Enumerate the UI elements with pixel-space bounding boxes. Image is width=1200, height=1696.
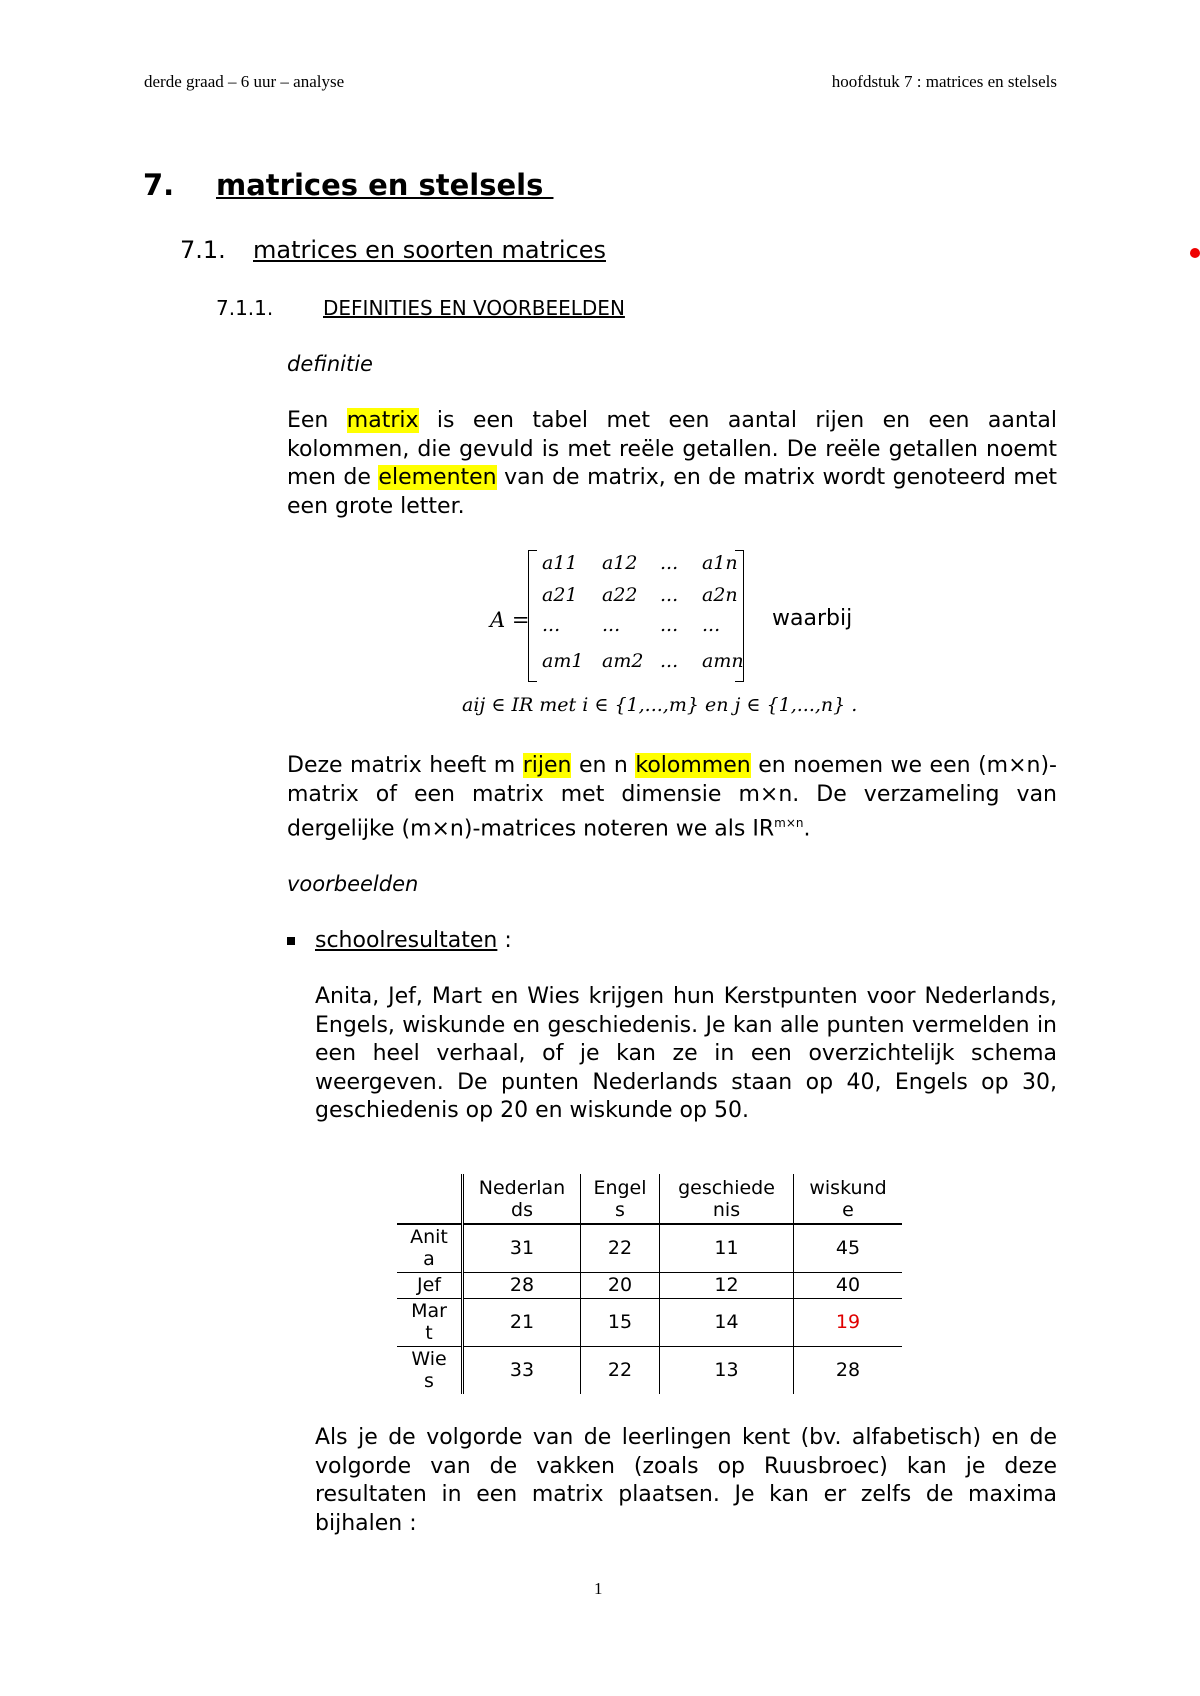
left-bracket bbox=[528, 550, 537, 682]
table-cell: 11 bbox=[660, 1224, 794, 1272]
results-table bbox=[397, 1174, 902, 1394]
example-intro: Anita, Jef, Mart en Wies krijgen hun Kerstpunten voor Nederlands, Engels, wiskunde en geschiedenis. Je kan alle punten vermelden in een heel verhaal, of je kan ze in een overzichtelijk schema weergeven. De punten Nederlands staan op 40, Engels op 30, geschiedenis op 20 en wiskunde op 50. bbox=[315, 984, 1057, 1123]
section-heading bbox=[180, 236, 606, 264]
table-cell: 13 bbox=[660, 1346, 794, 1394]
examples-heading: voorbeelden bbox=[287, 872, 419, 896]
example-outro: Als je de volgorde van de leerlingen kent (bv. alfabetisch) en de volgorde van de vakken (zoals op Ruusbroec) kan je deze resultaten in een matrix plaatsen. Je kan er zelfs de maxima bijhalen : bbox=[315, 1425, 1057, 1536]
page-number: 1 bbox=[594, 1579, 603, 1598]
table-cell: 33 bbox=[463, 1346, 581, 1394]
matrix-cell: ... bbox=[660, 650, 679, 672]
table-cell: 12 bbox=[660, 1272, 794, 1298]
chapter-number: 7. bbox=[143, 168, 175, 202]
element-condition: aij ∈ IR met i ∈ {1,...,m} en j ∈ {1,...,n} . bbox=[462, 694, 858, 716]
matrix-cell: ... bbox=[702, 614, 721, 636]
table-cell: 22 bbox=[581, 1346, 660, 1394]
table-corner bbox=[397, 1174, 463, 1224]
dimension-superscript: m×n bbox=[774, 816, 804, 830]
term-matrix: matrix bbox=[346, 408, 419, 433]
matrix-cell: a2n bbox=[702, 584, 738, 606]
row-name: Wie s bbox=[397, 1346, 463, 1394]
bullet-square-icon bbox=[287, 937, 295, 945]
table-cell-highlighted: 19 bbox=[794, 1298, 903, 1346]
matrix-cell: a12 bbox=[602, 552, 638, 574]
matrix-cell: ... bbox=[660, 614, 679, 636]
matrix-cell: a11 bbox=[542, 552, 578, 574]
subsection-number: 7.1.1. bbox=[216, 296, 274, 320]
term-kolommen: kolommen bbox=[635, 753, 751, 778]
definition-heading: definitie bbox=[287, 352, 373, 376]
table-cell: 28 bbox=[463, 1272, 581, 1298]
table-header: Nederlan ds bbox=[463, 1174, 581, 1224]
table-cell: 22 bbox=[581, 1224, 660, 1272]
term-rijen: rijen bbox=[522, 753, 572, 778]
table-row bbox=[397, 1298, 902, 1346]
row-name: Jef bbox=[397, 1272, 463, 1298]
table-header: Engel s bbox=[581, 1174, 660, 1224]
section-title: matrices en soorten matrices bbox=[253, 236, 606, 264]
table-cell: 31 bbox=[463, 1224, 581, 1272]
table-cell: 45 bbox=[794, 1224, 903, 1272]
section-number: 7.1. bbox=[180, 236, 226, 264]
definition-paragraph: Een matrix is een tabel met een aantal rijen en een aantal kolommen, die gevuld is met reële getallen. De reële getallen noemt men de elementen van de matrix, en de matrix wordt genoteerd met een grote letter. bbox=[287, 408, 1058, 519]
header-left: derde graad – 6 uur – analyse bbox=[144, 72, 345, 91]
table-cell: 14 bbox=[660, 1298, 794, 1346]
matrix-cell: ... bbox=[660, 584, 679, 606]
matrix-cell: a22 bbox=[602, 584, 638, 606]
bullet-label: schoolresultaten bbox=[315, 928, 498, 953]
matrix-label: A = bbox=[490, 608, 530, 632]
term-elementen: elementen bbox=[378, 465, 497, 490]
table-header: geschiede nis bbox=[660, 1174, 794, 1224]
chapter-title: matrices en stelsels bbox=[216, 168, 554, 202]
table-cell: 21 bbox=[463, 1298, 581, 1346]
row-name: Anit a bbox=[397, 1224, 463, 1272]
waarbij-label: waarbij bbox=[772, 606, 853, 631]
matrix-cell: am1 bbox=[542, 650, 584, 672]
red-dot-marker bbox=[1190, 248, 1200, 258]
dimension-paragraph: Deze matrix heeft m rijen en n kolommen en noemen we een (m×n)-matrix of een matrix met dimensie m×n. De verzameling van dergelijke (m×n)-matrices noteren we als $IR^{m\times n}$. bbox=[287, 753, 1057, 842]
table-header: wiskund e bbox=[794, 1174, 903, 1224]
matrix-cell: ... bbox=[602, 614, 621, 636]
table-cell: 40 bbox=[794, 1272, 903, 1298]
table-row bbox=[397, 1346, 902, 1394]
matrix-cell: amn bbox=[702, 650, 744, 672]
matrix-cell: am2 bbox=[602, 650, 644, 672]
subsection-title: DEFINITIES EN VOORBEELDEN bbox=[323, 296, 625, 320]
matrix-cell: a1n bbox=[702, 552, 738, 574]
table-row bbox=[397, 1272, 902, 1298]
table-cell: 28 bbox=[835, 1359, 861, 1382]
subsection-heading bbox=[216, 296, 625, 320]
table-cell: 20 bbox=[581, 1272, 660, 1298]
matrix-cell: ... bbox=[542, 614, 561, 636]
matrix-cell: a21 bbox=[542, 584, 578, 606]
general-matrix bbox=[480, 548, 920, 688]
table-cell: 15 bbox=[581, 1298, 660, 1346]
table-row bbox=[397, 1224, 902, 1272]
header-right: hoofdstuk 7 : matrices en stelsels bbox=[831, 72, 1057, 91]
row-name: Mar t bbox=[397, 1298, 463, 1346]
matrix-cell: ... bbox=[660, 552, 679, 574]
